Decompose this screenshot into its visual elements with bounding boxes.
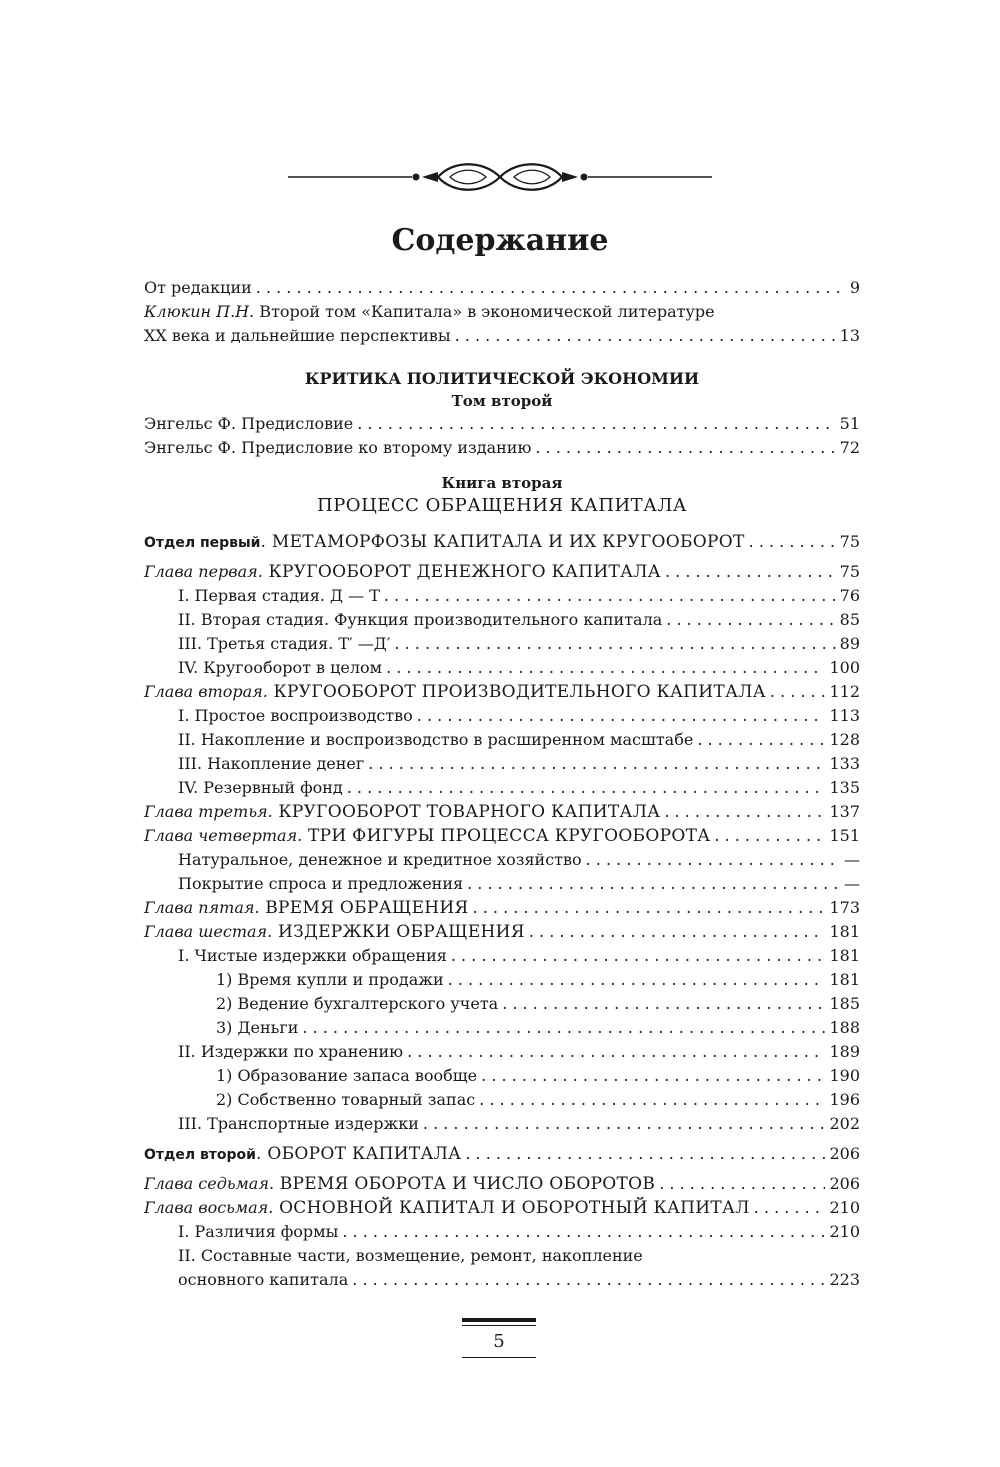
- chapter-prefix: Глава седьмая.: [144, 1174, 275, 1193]
- toc-leader: [659, 1172, 825, 1196]
- toc-leader: [368, 752, 825, 776]
- toc-entry-kliukin-line1: [144, 300, 860, 324]
- toc-page: 185: [829, 994, 860, 1013]
- toc-entry-editorial[interactable]: [144, 276, 860, 300]
- header-ornament: [288, 158, 712, 196]
- toc-leader: [256, 276, 846, 300]
- toc-leader: [407, 1040, 825, 1064]
- toc-page: 206: [829, 1144, 860, 1163]
- toc-entry[interactable]: [144, 752, 860, 776]
- toc-label: II. Вторая стадия. Функция производительного капитала: [178, 610, 663, 629]
- table-of-contents: [144, 276, 860, 1292]
- toc-label: От редакции: [144, 278, 252, 297]
- toc-leader: [347, 776, 826, 800]
- toc-leader: [384, 584, 836, 608]
- toc-label: 3) Деньги: [216, 1018, 299, 1037]
- toc-entry-ch2[interactable]: [144, 680, 860, 704]
- toc-entry[interactable]: [144, 632, 860, 656]
- toc-entry-ch6[interactable]: [144, 920, 860, 944]
- chapter-title: ВРЕМЯ ОБРАЩЕНИЯ: [259, 898, 469, 918]
- chapter-title: ТРИ ФИГУРЫ ПРОЦЕССА КРУГООБОРОТА: [302, 826, 711, 846]
- toc-page: 51: [839, 414, 860, 433]
- toc-entry[interactable]: [144, 1016, 860, 1040]
- chapter-prefix: Глава вторая.: [144, 682, 268, 701]
- toc-label: II. Накопление и воспроизводство в расширенном масштабе: [178, 730, 694, 749]
- toc-label: I. Различия формы: [178, 1222, 339, 1241]
- toc-label: Натуральное, денежное и кредитное хозяйство: [178, 850, 582, 869]
- toc-leader: [481, 1064, 825, 1088]
- chapter-prefix: Глава пятая.: [144, 898, 260, 917]
- toc-page: 135: [829, 778, 860, 797]
- toc-entry-ch1[interactable]: [144, 560, 860, 584]
- chapter-title: ИЗДЕРЖКИ ОБРАЩЕНИЯ: [272, 922, 525, 942]
- toc-entry-line1: II. Составные части, возмещение, ремонт, накопление: [178, 1246, 643, 1265]
- toc-leader: [448, 968, 826, 992]
- toc-entry-dept2[interactable]: [144, 1142, 860, 1166]
- toc-entry-kliukin[interactable]: [144, 324, 860, 348]
- book-subtitle: ПРОЦЕСС ОБРАЩЕНИЯ КАПИТАЛА: [317, 495, 687, 516]
- toc-page: 206: [829, 1174, 860, 1193]
- toc-page: 151: [829, 826, 860, 845]
- toc-page: 173: [829, 898, 860, 917]
- toc-entry-preface[interactable]: [144, 412, 860, 436]
- toc-entry[interactable]: [144, 1040, 860, 1064]
- toc-page: 181: [829, 970, 860, 989]
- toc-leader: [386, 656, 825, 680]
- folio-rule-thick: [462, 1318, 536, 1322]
- toc-leader: [465, 1142, 825, 1166]
- toc-page: 76: [839, 586, 860, 605]
- toc-page: 181: [829, 946, 860, 965]
- toc-entry[interactable]: [144, 872, 860, 896]
- toc-page: 202: [829, 1114, 860, 1133]
- toc-page: 189: [829, 1042, 860, 1061]
- toc-page: 188: [829, 1018, 860, 1037]
- toc-entry[interactable]: [144, 704, 860, 728]
- toc-page: 210: [829, 1198, 860, 1217]
- toc-entry[interactable]: [144, 1112, 860, 1136]
- chapter-prefix: Глава восьмая.: [144, 1198, 274, 1217]
- chapter-title: КРУГООБОРОТ ПРОИЗВОДИТЕЛЬНОГО КАПИТАЛА: [267, 682, 766, 702]
- page-number-block: [462, 1318, 536, 1360]
- toc-entry[interactable]: [144, 656, 860, 680]
- toc-leader: [342, 1220, 825, 1244]
- toc-leader: [754, 1196, 826, 1220]
- toc-leader: [417, 704, 826, 728]
- toc-leader: [423, 1112, 826, 1136]
- toc-entry-ch4[interactable]: [144, 824, 860, 848]
- chapter-title: ОСНОВНОЙ КАПИТАЛ И ОБОРОТНЫЙ КАПИТАЛ: [273, 1198, 750, 1218]
- toc-leader: [302, 1016, 825, 1040]
- toc-label: Второй том «Капитала» в экономической литературе: [254, 302, 715, 321]
- toc-page: 85: [839, 610, 860, 629]
- toc-leader: [529, 920, 826, 944]
- toc-leader: [697, 728, 825, 752]
- toc-page: 13: [839, 326, 860, 345]
- toc-entry[interactable]: [144, 728, 860, 752]
- chapter-prefix: Глава шестая.: [144, 922, 273, 941]
- toc-label: 1) Образование запаса вообще: [216, 1066, 478, 1085]
- page-number: 5: [493, 1331, 505, 1352]
- toc-label: Энгельс Ф. Предисловие: [144, 414, 354, 433]
- part-title: КРИТИКА ПОЛИТИЧЕСКОЙ ЭКОНОМИИ: [304, 369, 700, 388]
- chapter-prefix: Глава третья.: [144, 802, 273, 821]
- toc-entry[interactable]: [144, 1088, 860, 1112]
- toc-entry[interactable]: [144, 944, 860, 968]
- toc-entry[interactable]: [144, 776, 860, 800]
- toc-entry-ch7[interactable]: [144, 1172, 860, 1196]
- toc-entry-dept1[interactable]: [144, 530, 860, 554]
- toc-leader: [586, 848, 840, 872]
- toc-entry[interactable]: [144, 848, 860, 872]
- toc-label: XX века и дальнейшие перспективы: [144, 326, 451, 345]
- toc-leader: [451, 944, 826, 968]
- toc-leader: [467, 872, 840, 896]
- toc-entry-ch5[interactable]: [144, 896, 860, 920]
- toc-page: 210: [829, 1222, 860, 1241]
- dept-title: . МЕТАМОРФОЗЫ КАПИТАЛА И ИХ КРУГООБОРОТ: [260, 532, 745, 552]
- toc-entry[interactable]: [144, 1268, 860, 1292]
- toc-author: Клюкин П.Н.: [144, 302, 255, 321]
- toc-entry[interactable]: [144, 968, 860, 992]
- toc-page: 113: [829, 706, 860, 725]
- toc-leader: [770, 680, 826, 704]
- toc-page: 89: [839, 634, 860, 653]
- toc-label: III. Транспортные издержки: [178, 1114, 419, 1133]
- toc-page: 9: [849, 278, 860, 297]
- toc-label: IV. Кругооборот в целом: [178, 658, 383, 677]
- toc-page: —: [844, 850, 860, 869]
- toc-label: 2) Ведение бухгалтерского учета: [216, 994, 499, 1013]
- toc-page: 190: [829, 1066, 860, 1085]
- toc-leader: [749, 530, 836, 554]
- toc-entry[interactable]: [144, 1064, 860, 1088]
- chapter-prefix: Глава четвертая.: [144, 826, 303, 845]
- toc-entry[interactable]: [144, 1220, 860, 1244]
- toc-label: III. Накопление денег: [178, 754, 365, 773]
- toc-leader: [473, 896, 826, 920]
- toc-entry[interactable]: [144, 608, 860, 632]
- toc-label: III. Третья стадия. Т′ —Д′: [178, 634, 391, 653]
- toc-page: 72: [839, 438, 860, 457]
- toc-leader: [455, 324, 836, 348]
- toc-label: 2) Собственно товарный запас: [216, 1090, 476, 1109]
- part-subtitle: Том второй: [451, 392, 553, 410]
- dept-prefix: Отдел второй: [144, 1147, 256, 1163]
- toc-page: 128: [829, 730, 860, 749]
- toc-page: 100: [829, 658, 860, 677]
- toc-label: I. Первая стадия. Д — Т: [178, 586, 380, 605]
- book-title: Книга вторая: [441, 474, 563, 492]
- toc-entry-ch3[interactable]: [144, 800, 860, 824]
- toc-page: 75: [839, 532, 860, 551]
- toc-page: 181: [829, 922, 860, 941]
- dept-title: . ОБОРОТ КАПИТАЛА: [256, 1144, 462, 1164]
- toc-page: —: [844, 874, 860, 893]
- toc-page: 223: [829, 1270, 860, 1289]
- toc-page: 137: [829, 802, 860, 821]
- toc-entry[interactable]: [144, 992, 860, 1016]
- toc-leader: [666, 608, 835, 632]
- toc-page: 75: [839, 562, 860, 581]
- toc-leader: [665, 560, 836, 584]
- toc-label: IV. Резервный фонд: [178, 778, 343, 797]
- toc-label: 1) Время купли и продажи: [216, 970, 444, 989]
- toc-label: основного капитала: [178, 1270, 349, 1289]
- dept-prefix: Отдел первый: [144, 535, 261, 551]
- toc-entry[interactable]: [144, 584, 860, 608]
- toc-page: 112: [829, 682, 860, 701]
- toc-page: 196: [829, 1090, 860, 1109]
- toc-label: Покрытие спроса и предложения: [178, 874, 464, 893]
- toc-entry-preface-2nd[interactable]: [144, 436, 860, 460]
- chapter-title: КРУГООБОРОТ ДЕНЕЖНОГО КАПИТАЛА: [262, 562, 661, 582]
- toc-leader: [535, 436, 835, 460]
- folio-rule-thin: [462, 1325, 536, 1326]
- chapter-prefix: Глава первая.: [144, 562, 263, 581]
- toc-leader: [502, 992, 825, 1016]
- toc-label: Энгельс Ф. Предисловие ко второму изданию: [144, 438, 532, 457]
- toc-label: II. Издержки по хранению: [178, 1042, 404, 1061]
- toc-entry-ch8[interactable]: [144, 1196, 860, 1220]
- toc-leader: [352, 1268, 825, 1292]
- folio-rule-bottom: [462, 1357, 536, 1358]
- toc-leader: [479, 1088, 825, 1112]
- toc-label: I. Простое воспроизводство: [178, 706, 413, 725]
- chapter-title: КРУГООБОРОТ ТОВАРНОГО КАПИТАЛА: [272, 802, 661, 822]
- toc-page: 133: [829, 754, 860, 773]
- toc-leader: [357, 412, 835, 436]
- toc-label: I. Чистые издержки обращения: [178, 946, 447, 965]
- toc-leader: [664, 800, 825, 824]
- toc-leader: [394, 632, 835, 656]
- toc-leader: [714, 824, 825, 848]
- page-title: Содержание: [391, 223, 609, 258]
- chapter-title: ВРЕМЯ ОБОРОТА И ЧИСЛО ОБОРОТОВ: [274, 1174, 656, 1194]
